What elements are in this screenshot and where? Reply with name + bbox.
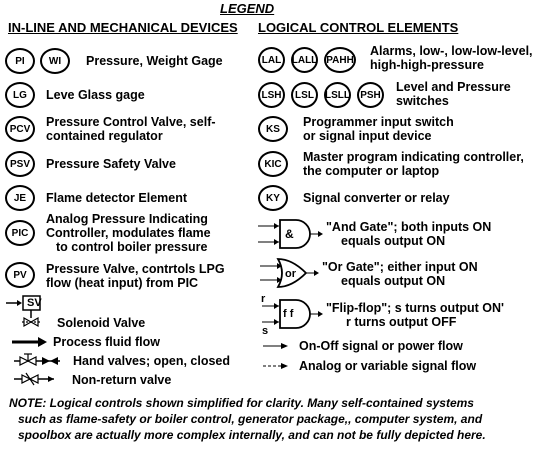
label-kic-line1: Master program indicating controller, (303, 150, 524, 164)
label-analog-signal: Analog or variable signal flow (299, 359, 477, 373)
label-pressure-safety-valve: Pressure Safety Valve (46, 157, 176, 171)
flip-flop-input-r: r (261, 293, 266, 305)
label-flame-detector: Flame detector Element (46, 191, 188, 205)
label-solenoid-valve: Solenoid Valve (57, 316, 146, 330)
label-pv-line2: flow (heat input) from PIC (46, 276, 199, 290)
label-signal-converter: Signal converter or relay (303, 191, 450, 205)
footnote-line1: NOTE: Logical controls shown simplified for clarity. Many self-contained systems (9, 396, 474, 410)
label-pv-line1: Pressure Valve, contrtols LPG (46, 262, 225, 276)
label-ks-line2: or signal input device (303, 129, 432, 143)
flip-flop-input-s: s (262, 325, 269, 337)
label-switches-line2: switches (396, 94, 449, 108)
label-or-gate-line1: "Or Gate"; either input ON (322, 260, 478, 274)
tag-bubble-kic: KIC (258, 151, 288, 177)
and-gate-symbol: & (285, 227, 294, 241)
non-return-valve-icon (14, 373, 54, 385)
solenoid-tag: SV (27, 297, 42, 309)
onoff-signal-arrow-icon (263, 343, 288, 349)
label-pic-line2: Controller, modulates flame (46, 226, 211, 240)
label-pcv-line1: Pressure Control Valve, self- (46, 115, 216, 129)
tag-bubble-ky: KY (258, 185, 288, 211)
label-level-glass-gage: Leve Glass gage (46, 88, 145, 102)
tag-bubble-je: JE (5, 185, 35, 211)
tag-bubble-lg: LG (5, 82, 35, 108)
footnote (9, 395, 534, 443)
flip-flop-symbol: f f (283, 308, 294, 320)
label-non-return-valve: Non-return valve (72, 373, 172, 387)
analog-signal-arrow-icon (263, 363, 288, 369)
tag-bubble-psh: PSH (357, 82, 384, 108)
tag-bubble-ks: KS (258, 116, 288, 142)
label-onoff-signal: On-Off signal or power flow (299, 339, 463, 353)
tag-bubble-pahh: PAHH (324, 47, 356, 73)
label-pcv-line2: contained regulator (46, 129, 163, 143)
tag-bubble-lsll: LSLL (324, 82, 351, 108)
label-pressure-weight-gage: Pressure, Weight Gage (86, 54, 223, 68)
header-inline-devices: IN-LINE AND MECHANICAL DEVICES (8, 20, 238, 35)
footnote-line3: spoolbox are actually more complex internally, and can not be fully depicted here. (18, 428, 486, 442)
tag-bubble-lsl: LSL (291, 82, 318, 108)
label-pic-line3: to control boiler pressure (56, 240, 208, 254)
tag-bubble-pic: PIC (5, 220, 35, 246)
label-and-gate-line2: equals output ON (341, 234, 446, 248)
tag-bubble-lal: LAL (258, 47, 285, 73)
tag-bubble-lall: LALL (291, 47, 318, 73)
tag-bubble-psv: PSV (5, 151, 35, 177)
label-flip-flop-line2: r turns output OFF (346, 315, 457, 329)
header-logical-elements: LOGICAL CONTROL ELEMENTS (258, 20, 459, 35)
label-and-gate-line1: "And Gate"; both inputs ON (326, 220, 492, 234)
tag-bubble-pi: PI (5, 48, 35, 74)
tag-bubble-pcv: PCV (5, 116, 35, 142)
label-process-fluid-flow: Process fluid flow (53, 335, 160, 349)
tag-bubble-lsh: LSH (258, 82, 285, 108)
label-kic-line2: the computer or laptop (303, 164, 440, 178)
label-alarms-line2: high-high-pressure (370, 58, 484, 72)
tag-bubble-wi: WI (40, 48, 70, 74)
tag-bubble-pv: PV (5, 262, 35, 288)
label-ks-line1: Programmer input switch (303, 115, 454, 129)
label-alarms-line1: Alarms, low-, low-low-level, (370, 44, 533, 58)
label-hand-valves: Hand valves; open, closed (73, 354, 230, 368)
legend-title: LEGEND (220, 1, 275, 16)
label-or-gate-line2: equals output ON (341, 274, 446, 288)
process-flow-arrow-icon (12, 337, 47, 347)
hand-valves-icon (14, 354, 60, 365)
or-gate-symbol: or (285, 268, 296, 280)
footnote-line2: such as flame-safety or boiler control, generator package,, computer system, and (18, 412, 483, 426)
label-pic-line1: Analog Pressure Indicating (46, 212, 208, 226)
label-switches-line1: Level and Pressure (396, 80, 511, 94)
label-flip-flop-line1: "Flip-flop"; s turns output ON' (326, 301, 504, 315)
